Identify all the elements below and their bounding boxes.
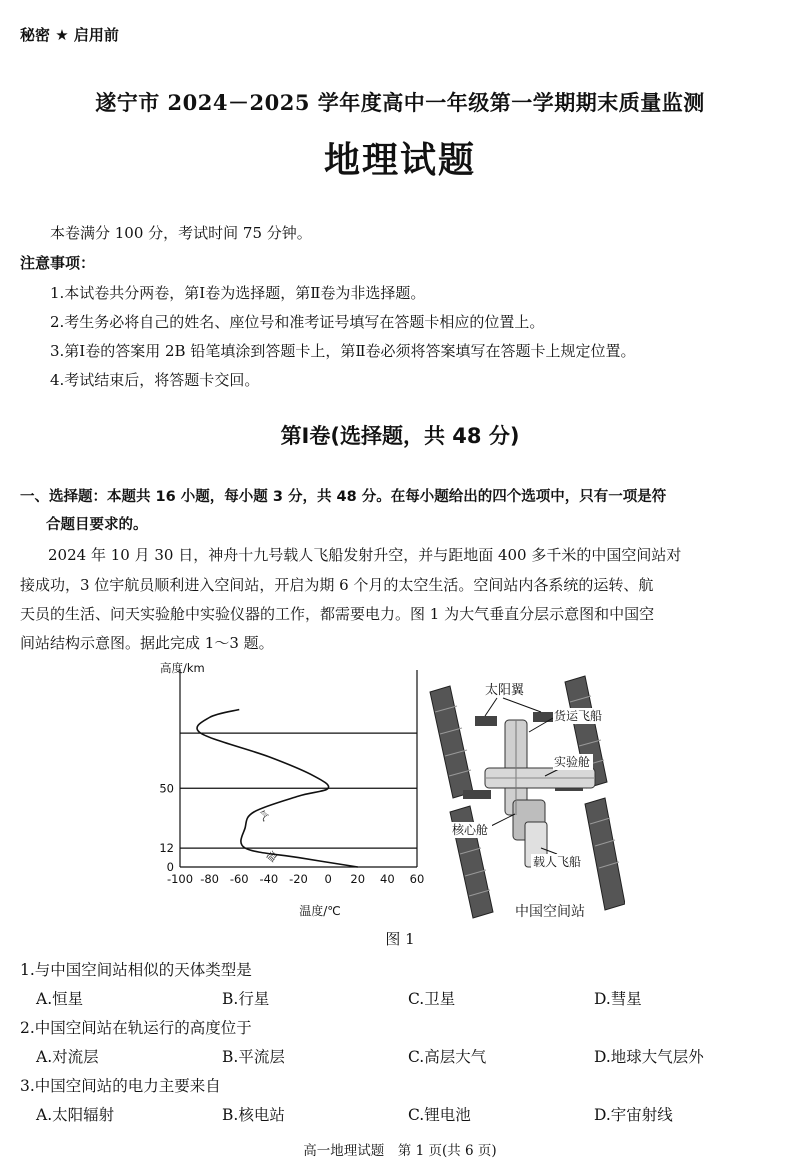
x-tick-label: 20 <box>350 872 366 886</box>
chart-plot-area <box>159 661 424 918</box>
x-tick-label: -60 <box>229 872 249 886</box>
question-stem: 1.与中国空间站相似的天体类型是 <box>20 961 252 979</box>
curve-label: 气 <box>255 808 270 824</box>
x-tick-label: -40 <box>259 872 279 886</box>
option-d[interactable]: D.彗星 <box>594 990 642 1008</box>
x-tick-label: -100 <box>166 872 194 886</box>
y-tick-label: 12 <box>159 841 174 856</box>
label-cargo-ship: 货运飞船 <box>554 709 603 723</box>
solar-wing-right-lower <box>585 798 625 910</box>
page-footer: 高一地理试题 第 1 页(共 6 页) <box>303 1143 497 1159</box>
x-tick-label: 40 <box>380 872 395 886</box>
option-d[interactable]: D.宇宙射线 <box>594 1106 673 1124</box>
solar-wing-left-upper <box>430 686 473 798</box>
notice-item: 3.第Ⅰ卷的答案用 2B 铅笔填涂到答题卡上，第Ⅱ卷必须将答案填写在答题卡上规定位置。 <box>50 342 636 360</box>
station-body <box>463 712 595 867</box>
exam-intro: 本卷满分 100 分，考试时间 75 分钟。 <box>50 224 312 242</box>
option-a[interactable]: A.对流层 <box>36 1048 99 1066</box>
y-tick-label: 0 <box>166 860 174 874</box>
passage-line: 接成功，3 位宇航员顺利进入空间站，开启为期 6 个月的太空生活。空间站内各系统的运转、航 <box>20 576 654 594</box>
option-d[interactable]: D.地球大气层外 <box>594 1048 704 1066</box>
option-b[interactable]: B.核电站 <box>222 1106 285 1124</box>
option-c[interactable]: C.高层大气 <box>408 1048 487 1066</box>
x-tick-label: 60 <box>409 872 425 886</box>
notice-item: 1.本试卷共分两卷，第Ⅰ卷为选择题，第Ⅱ卷为非选择题。 <box>50 284 426 302</box>
notice-heading: 注意事项： <box>20 254 96 272</box>
option-a[interactable]: A.太阳辐射 <box>36 1106 115 1124</box>
station-caption: 中国空间站 <box>515 904 585 920</box>
notice-item: 2.考生务必将自己的姓名、座位号和准考证号填写在答题卡相应的位置上。 <box>50 313 545 331</box>
space-station-figure <box>425 672 625 922</box>
exam-title: 遂宁市 2024－2025 学年度高中一年级第一学期期末质量监测 <box>95 90 705 115</box>
section-title: 第Ⅰ卷(选择题，共 48 分) <box>280 424 520 448</box>
passage-line: 间站结构示意图。据此完成 1～3 题。 <box>20 634 274 652</box>
label-lab-module: 实验舱 <box>554 755 591 769</box>
passage-line: 天员的生活、问天实验舱中实验仪器的工作，都需要电力。图 1 为大气垂直分层示意图和中国空 <box>20 605 655 623</box>
notice-item: 4.考试结束后，将答题卡交回。 <box>50 371 260 389</box>
atmosphere-chart <box>150 660 430 920</box>
x-tick-label: 0 <box>324 872 332 886</box>
option-a[interactable]: A.恒星 <box>36 990 84 1008</box>
option-c[interactable]: C.卫星 <box>408 990 456 1008</box>
question-stem: 3.中国空间站的电力主要来自 <box>20 1077 221 1095</box>
x-tick-label: -80 <box>200 872 220 886</box>
x-axis-label: 温度/℃ <box>299 904 341 918</box>
y-axis-label: 高度/km <box>160 661 205 675</box>
label-solar-wing: 太阳翼 <box>485 683 525 698</box>
subject-title: 地理试题 <box>323 139 476 181</box>
label-core-module: 核心舱 <box>452 823 489 837</box>
part-instruction: 一、选择题：本题共 16 小题，每小题 3 分，共 48 分。在每小题给出的四个选项中，只有一项是符 <box>20 489 667 505</box>
confidential-mark: 秘密 ★ 启用前 <box>20 26 119 44</box>
y-tick-label: 50 <box>159 781 174 796</box>
passage-line: 2024 年 10 月 30 日，神舟十九号载人飞船发射升空，并与距地面 400 多千米的中国空间站对 <box>48 546 682 564</box>
x-tick-label: -20 <box>289 872 308 886</box>
part-instruction-cont: 合题目要求的。 <box>46 517 148 533</box>
label-crew-ship: 载人飞船 <box>533 855 582 869</box>
figure-caption: 图 1 <box>385 930 415 948</box>
curve-label: 温 <box>263 849 279 865</box>
option-b[interactable]: B.行星 <box>222 990 270 1008</box>
question-stem: 2.中国空间站在轨运行的高度位于 <box>20 1019 252 1037</box>
option-b[interactable]: B.平流层 <box>222 1048 285 1066</box>
option-c[interactable]: C.锂电池 <box>408 1106 471 1124</box>
